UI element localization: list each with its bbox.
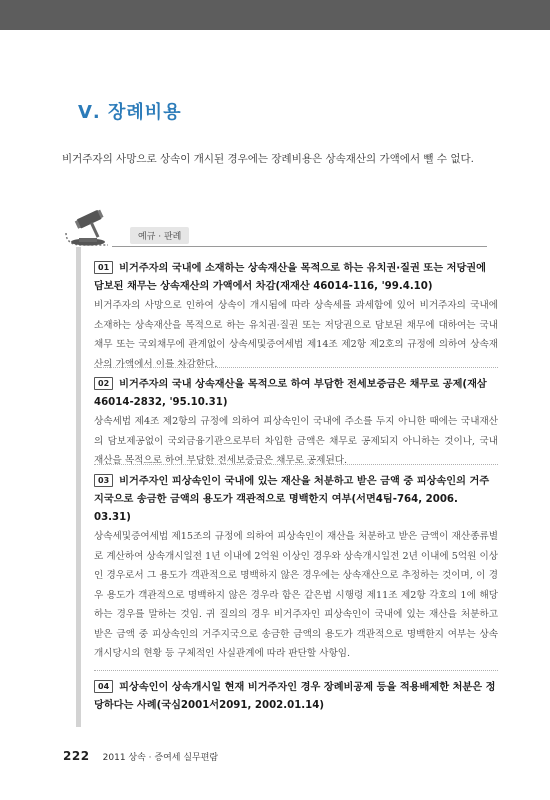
case-item (94, 260, 498, 374)
case-title (94, 260, 498, 296)
section-heading: Ⅴ. 장례비용 (78, 102, 182, 123)
case-title (94, 473, 498, 527)
case-title (94, 679, 498, 715)
case-divider (94, 670, 498, 671)
case-item (94, 376, 498, 471)
case-title-text: 피상속인이 상속개시일 현재 비거주자인 경우 장례비공제 등을 적용배제한 처분은 정당하다는 사례(국심2001서2091, 2002.01.14) (94, 682, 496, 711)
page-footer (63, 745, 218, 764)
case-title-text: 비거주자인 피상속인이 국내에 있는 재산을 처분하고 받은 금액 중 피상속인의 거주지국으로 송금한 금액의 용도가 객관적으로 명백한지 여부(서면4팀-764, 2006. 03.31) (94, 476, 490, 523)
book-title: 2011 상속 · 증여세 실무편람 (102, 753, 219, 763)
intro-paragraph: 비거주자의 사망으로 상속이 개시된 경우에는 장례비용은 상속재산의 가액에서 뺄 수 없다. (62, 153, 475, 165)
case-body: 상속세및증여세법 제15조의 규정에 의하여 피상속인이 재산을 처분하고 받은 금액이 재산종류별로 계산하여 상속개시일전 1년 이내에 2억원 이상인 경우와 상속개시일전 2년 이내에 5억원 이상인 경우로서 그 용도가 객관적으로 명백하지 않은 경우에는 상속재산으로 추정하는 것이며, 이 경우 용도가 객관적으로 명백하지 않은 경우라 함은 같은법 시행령 제11조 제2항 각호의 1에 해당하는 경우를 말하는 것임. 귀 질의의 경우 비거주자인 피상속인이 국내에 있는 재산을 처분하고 받은 금액 중 피상속인의 거주지국으로 송금한 금액의 용도가 객관적으로 명백한지 여부는 상속개시당시의 현황 등 구체적인 사실관계에 따라 판단할 사항임. (94, 531, 498, 659)
case-title (94, 376, 498, 412)
case-number-badge: 02 (94, 377, 113, 390)
case-divider (94, 464, 498, 465)
page-number: 222 (63, 749, 90, 763)
case-divider (94, 367, 498, 368)
tag-rule (112, 224, 487, 247)
case-number-badge: 04 (94, 680, 113, 693)
case-title-text: 비거주자의 국내 상속재산을 목적으로 하여 부담한 전세보증금은 채무로 공제(재삼 46014-2832, '95.10.31) (94, 379, 487, 408)
case-number-badge: 03 (94, 474, 113, 487)
gavel-icon (62, 207, 114, 247)
case-body: 비거주자의 사망으로 인하여 상속이 개시됨에 따라 상속세를 과세함에 있어 비거주자의 국내에 소재하는 상속재산을 목적으로 하는 유치권·질권 또는 저당권으로 담보된 채무에 대하여는 국내채무 또는 국외채무에 관계없이 상속세및증여세법 제14조 제2항 제2호의 규정에 의하여 상속재산의 가액에서 이를 차감한다. (94, 300, 498, 370)
case-item (94, 473, 498, 664)
case-item (94, 679, 498, 715)
case-title-text: 비거주자의 국내에 소재하는 상속재산을 목적으로 하는 유치권·질권 또는 저당권에 담보된 채무는 상속재산의 가액에서 차감(재재산 46014-116, '99.4.10) (94, 263, 486, 292)
case-number-badge: 01 (94, 261, 113, 274)
case-list (76, 247, 499, 727)
case-body: 상속세법 제4조 제2항의 규정에 의하여 피상속인이 국내에 주소를 두지 아니한 때에는 국내재산의 담보제공없이 국외금융기관으로부터 차입한 금액은 채무로 공제되지 아니하는 것이나, 국내 재산을 목적으로 하여 부담한 전세보증금은 채무로 공제된다. (94, 416, 498, 466)
top-bar (0, 0, 550, 30)
category-tag: 예규 · 판례 (130, 227, 189, 244)
